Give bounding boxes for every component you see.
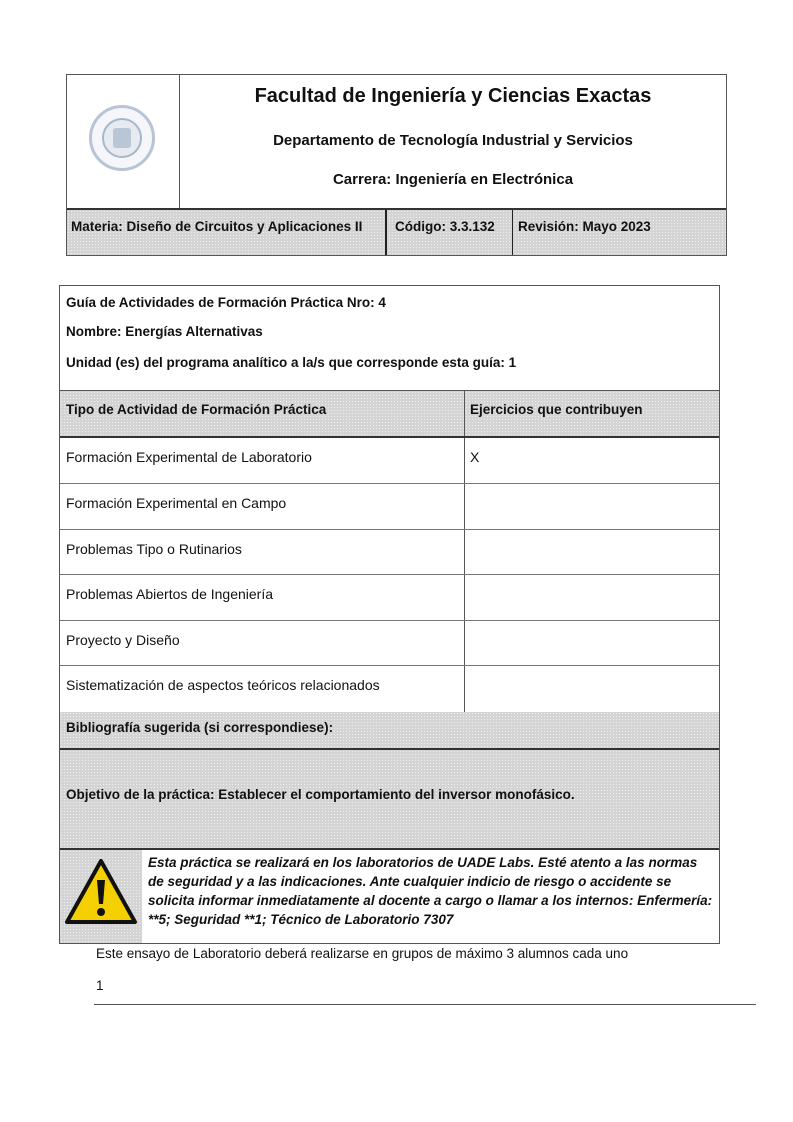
career-title: Carrera: Ingeniería en Electrónica xyxy=(332,171,574,188)
logo-cell xyxy=(67,75,180,208)
objective-row xyxy=(60,750,719,850)
bibliography-label: Bibliografía sugerida (si correspondiese): xyxy=(66,720,334,735)
column-divider xyxy=(464,575,465,620)
guide-table xyxy=(59,285,720,944)
table-row xyxy=(60,575,719,621)
header-top-row xyxy=(67,75,726,210)
activity-mark: X xyxy=(470,449,480,465)
activities-header-row xyxy=(60,391,719,438)
header-info-row xyxy=(67,210,726,255)
table-row xyxy=(60,666,719,712)
activity-type: Problemas Tipo o Rutinarios xyxy=(66,541,242,557)
column-divider xyxy=(464,391,465,436)
activity-type: Formación Experimental de Laboratorio xyxy=(66,449,312,465)
subject-label: Materia: Diseño de Circuitos y Aplicaciones II xyxy=(67,210,387,255)
page-number: 1 xyxy=(96,978,104,993)
table-row xyxy=(60,621,719,666)
activity-type: Formación Experimental en Campo xyxy=(66,495,287,511)
revision-label: Revisión: Mayo 2023 xyxy=(518,219,651,234)
department-title: Departamento de Tecnología Industrial y Servicios xyxy=(273,132,633,149)
seal-inner-ring xyxy=(102,118,142,158)
table-row xyxy=(60,484,719,530)
code-label: Código: 3.3.132 xyxy=(387,210,513,255)
warning-triangle-icon xyxy=(64,858,138,926)
activity-type: Proyecto y Diseño xyxy=(66,632,180,648)
warning-text: Esta práctica se realizará en los laboratorios de UADE Labs. Esté atento a las normas de seguridad y a las indicaciones. Ante cualquier indicio de riesgo o accidente se solicita informar inmediatamente al docente a cargo o llamar a los internos: Enfermería: **5; Seguridad **1; Técnico de Laboratorio 7307 xyxy=(148,855,713,927)
header-table xyxy=(66,74,727,256)
guide-title: Guía de Actividades de Formación Práctica Nro: 4 xyxy=(66,295,386,310)
column-divider xyxy=(464,666,465,712)
objective-text: Objetivo de la práctica: Establecer el comportamiento del inversor monofásico. xyxy=(66,787,575,802)
warning-icon-cell xyxy=(60,850,142,943)
bibliography-row xyxy=(60,712,719,750)
guide-info xyxy=(60,286,719,391)
safety-warning xyxy=(60,850,719,943)
column-divider xyxy=(464,438,465,483)
footer-divider xyxy=(94,1004,756,1005)
faculty-title: Facultad de Ingeniería y Ciencias Exactas xyxy=(254,85,652,107)
column-divider xyxy=(464,530,465,574)
column-divider xyxy=(464,621,465,665)
activity-type: Problemas Abiertos de Ingeniería xyxy=(66,586,274,602)
title-cell xyxy=(180,75,726,208)
guide-name: Nombre: Energías Alternativas xyxy=(66,324,263,339)
seal-emblem xyxy=(113,128,131,148)
column-divider xyxy=(464,484,465,529)
group-note: Este ensayo de Laboratorio deberá realizarse en grupos de máximo 3 alumnos cada uno xyxy=(96,946,629,961)
university-seal-icon xyxy=(89,105,155,171)
column-header-type: Tipo de Actividad de Formación Práctica xyxy=(66,402,327,417)
table-row xyxy=(60,438,719,484)
column-header-exercises: Ejercicios que contribuyen xyxy=(470,402,643,417)
table-row xyxy=(60,530,719,575)
guide-units: Unidad (es) del programa analítico a la/s que corresponde esta guía: 1 xyxy=(66,355,517,370)
activity-type: Sistematización de aspectos teóricos relacionados xyxy=(66,677,380,693)
